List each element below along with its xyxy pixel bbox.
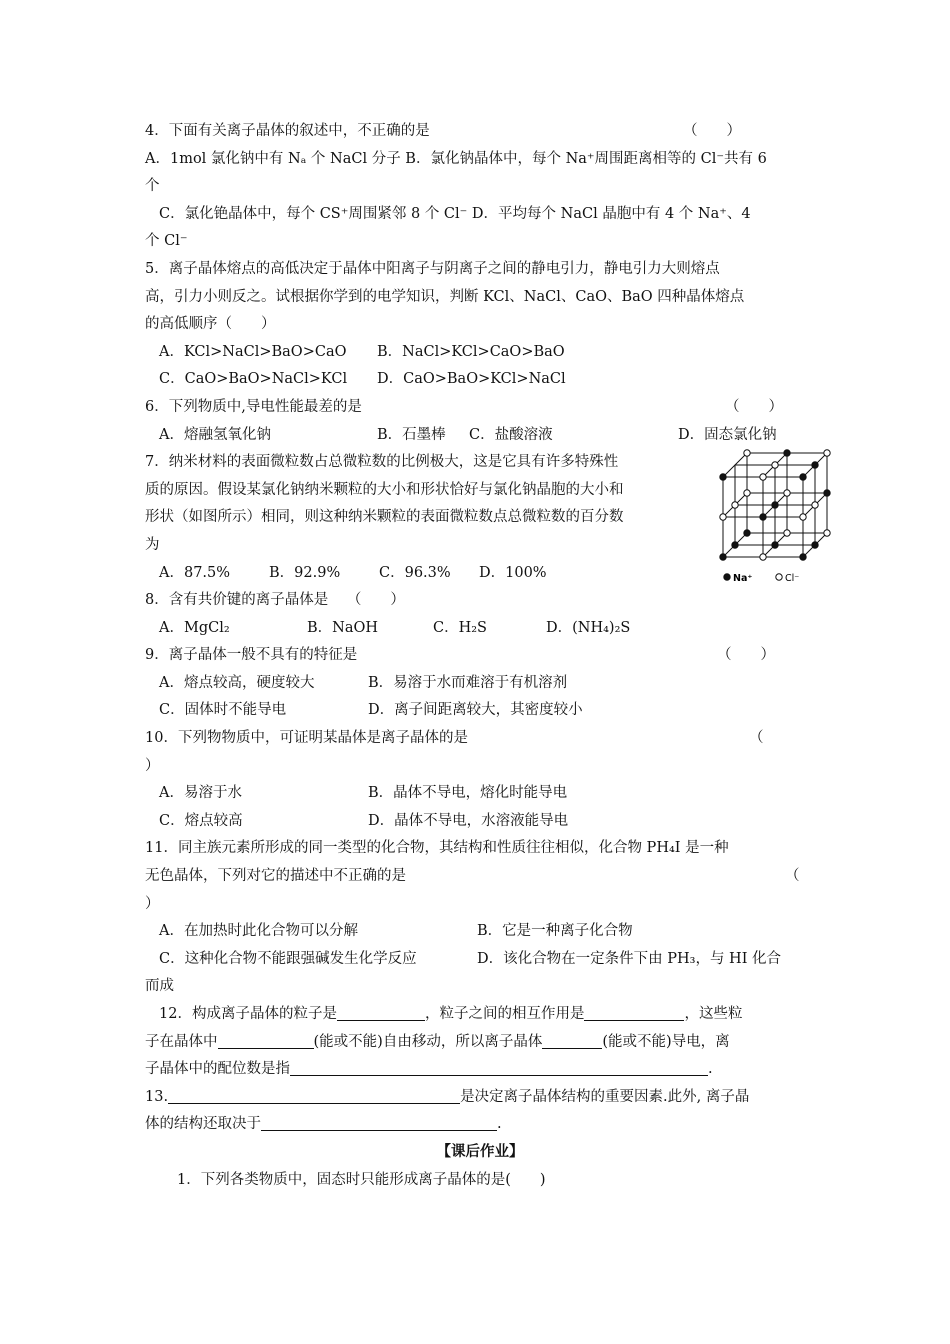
q10-paren-close: ） [145, 757, 160, 774]
q6-options [145, 422, 815, 450]
q9-option-c: C．固体时不能导电 [159, 702, 287, 719]
q11-options-ab [145, 918, 815, 946]
q12-text-7: 子晶体中的配位数是指 [145, 1061, 290, 1078]
homework-q1: 1．下列各类物质中，固态时只能形成离子晶体的是( ) [177, 1171, 546, 1188]
q12-blank-conduct[interactable] [542, 1030, 602, 1049]
q10-stem: 10．下列物物质中，可证明某晶体是离子晶体的是 [145, 730, 468, 747]
q9-stem-line [145, 642, 815, 670]
q7-option-c: C．96.3% [379, 564, 451, 581]
q12-text-4: 子在晶体中 [145, 1033, 218, 1050]
q11-line-2: 无色晶体，下列对它的描述中不正确的是 [145, 868, 406, 885]
q10-options-cd [145, 808, 815, 836]
q7-option-b: B．92.9% [269, 564, 341, 581]
q4-options-ab: A．1mol 氯化钠中有 Nₐ 个 NaCl 分子 B．氯化钠晶体中，每个 Na⁺周围距离相等的 Cl⁻共有 6 [145, 150, 767, 167]
q8-stem-line [145, 587, 815, 615]
q9-answer-paren: （ ） [717, 647, 775, 664]
q12-line-1 [145, 1001, 815, 1029]
q4-options-cd-tail: 个 Cl⁻ [145, 233, 188, 250]
q12-text-5: (能或不能)自由移动，所以离子晶体 [313, 1033, 543, 1050]
q13-line-1 [145, 1084, 815, 1112]
q8-stem: 8．含有共价键的离子晶体是 [145, 592, 329, 609]
q7-options [145, 560, 815, 588]
q12-line-2 [145, 1029, 815, 1057]
q5-option-c: C．CaO>BaO>NaCl>KCl [159, 371, 348, 388]
q11-option-b: B．它是一种离子化合物 [477, 923, 633, 940]
q8-option-b: B．NaOH [307, 619, 379, 636]
q12-text-6: (能或不能)导电，离 [602, 1033, 730, 1050]
q9-option-a: A．熔点较高，硬度较大 [159, 674, 315, 691]
q6-stem-line [145, 394, 815, 422]
q12-blank-interaction[interactable] [584, 1002, 684, 1021]
q10-option-a: A．易溶于水 [159, 785, 242, 802]
q4-stem-line [145, 118, 815, 146]
q7-line-3: 形状（如图所示）相同，则这种纳米颗粒的表面微粒数点总微粒数的百分数 [145, 509, 624, 526]
q5-option-b: B．NaCl>KCl>CaO>BaO [377, 343, 565, 360]
q10-paren-open: （ [749, 730, 764, 747]
q9-options-cd [145, 697, 815, 725]
q7-option-a: A．87.5% [159, 564, 231, 581]
q11-line-1: 11．同主族元素所形成的同一类型的化合物，其结构和性质往往相似，化合物 PH₄I 是一种 [145, 840, 729, 857]
q6-stem: 6．下列物质中,导电性能最差的是 [145, 398, 362, 415]
q7-line-1: 7．纳米材料的表面微粒数占总微粒数的比例极大，这是它具有许多特殊性 [145, 454, 619, 471]
q7-option-d: D．100% [479, 564, 547, 581]
q6-option-b: B．石墨棒 [377, 426, 446, 443]
q8-options [145, 615, 815, 643]
q11-option-c: C．这种化合物不能跟强碱发生化学反应 [159, 950, 417, 967]
q12-text-1: 12．构成离子晶体的粒子是 [159, 1006, 337, 1022]
q11-options-cd [145, 946, 815, 974]
q12-blank-coordination[interactable] [290, 1057, 708, 1076]
nacl-crystal-cell-figure [719, 449, 839, 589]
q4-options-ab-tail: 个 [145, 178, 160, 195]
q11-stem-line [145, 863, 815, 891]
q13-text-4: . [497, 1116, 502, 1133]
q12-blank-move[interactable] [218, 1030, 314, 1049]
q13-line-2 [145, 1111, 815, 1139]
q10-option-d: D．晶体不导电，水溶液能导电 [368, 812, 569, 829]
q8-option-c: C．H₂S [433, 619, 487, 636]
q4-options-cd: C．氯化铯晶体中，每个 CS⁺周围紧邻 8 个 Cl⁻ D．平均每个 NaCl 晶胞中有 4 个 Na⁺、4 [159, 205, 751, 222]
q8-option-d: D．(NH₄)₂S [546, 619, 631, 636]
legend-cl-label: Cl⁻ [785, 573, 800, 585]
q8-answer-paren: （ ） [346, 592, 405, 609]
q11-paren-close: ） [145, 895, 160, 912]
q9-options-ab [145, 670, 815, 698]
q7-line-2: 质的原因。假设某氯化钠纳米颗粒的大小和形状恰好与氯化钠晶胞的大小和 [145, 481, 624, 498]
q7-line-4: 为 [145, 536, 160, 553]
q12-line-3 [145, 1056, 815, 1084]
q13-blank-also[interactable] [261, 1112, 497, 1131]
q6-option-d: D．固态氯化钠 [678, 426, 777, 443]
q10-options-ab [145, 780, 815, 808]
q13-blank-factor[interactable] [168, 1085, 460, 1104]
q11-option-a: A．在加热时此化合物可以分解 [159, 923, 358, 940]
q9-option-b: B．易溶于水而难溶于有机溶剂 [368, 674, 568, 691]
q13-text-3: 体的结构还取决于 [145, 1116, 261, 1133]
q5-line-3: 的高低顺序（ ） [145, 316, 276, 333]
q11-paren-open: （ [785, 868, 800, 885]
q6-option-c: C．盐酸溶液 [469, 426, 553, 443]
q13-text-2: 是决定离子晶体结构的重要因素.此外, 离子晶 [460, 1088, 750, 1105]
legend-na-label: Na⁺ [733, 573, 753, 585]
q4-stem: 4．下面有关离子晶体的叙述中，不正确的是 [145, 123, 430, 139]
q4-answer-paren: （ ） [683, 123, 741, 139]
q13-text-1: 13. [145, 1088, 169, 1105]
q9-option-d: D．离子间距离较大，其密度较小 [368, 702, 583, 719]
q5-option-d: D．CaO>BaO>KCl>NaCl [377, 371, 566, 388]
q5-line-1: 5．离子晶体熔点的高低决定于晶体中阳离子与阴离子之间的静电引力，静电引力大则熔点 [145, 260, 720, 277]
q5-options-cd [145, 366, 815, 394]
worksheet [145, 118, 815, 1194]
q10-stem-line [145, 725, 815, 753]
q10-option-c: C．熔点较高 [159, 812, 243, 829]
q12-blank-particles[interactable] [337, 1002, 425, 1021]
q11-option-d-tail: 而成 [145, 978, 174, 995]
q6-answer-paren: （ ） [725, 398, 783, 415]
homework-title: 【课后作业】 [436, 1143, 524, 1160]
q12-text-2: ，粒子之间的相互作用是 [424, 1006, 585, 1022]
q11-option-d: D．该化合物在一定条件下由 PH₃，与 HI 化合 [477, 950, 782, 967]
q7-block [145, 449, 815, 587]
q12-text-3: ，这些粒 [684, 1006, 743, 1022]
q5-option-a: A．KCl>NaCl>BaO>CaO [159, 343, 347, 360]
q5-options-ab [145, 339, 815, 367]
q5-line-2: 高，引力小则反之。试根据你学到的电学知识，判断 KCl、NaCl、CaO、BaO 四种晶体熔点 [145, 288, 745, 305]
q10-option-b: B．晶体不导电，熔化时能导电 [368, 785, 568, 802]
q12-text-8: . [708, 1061, 713, 1078]
q6-option-a: A．熔融氢氧化钠 [159, 426, 271, 443]
q9-stem: 9．离子晶体一般不具有的特征是 [145, 647, 358, 664]
q8-option-a: A．MgCl₂ [159, 619, 230, 636]
